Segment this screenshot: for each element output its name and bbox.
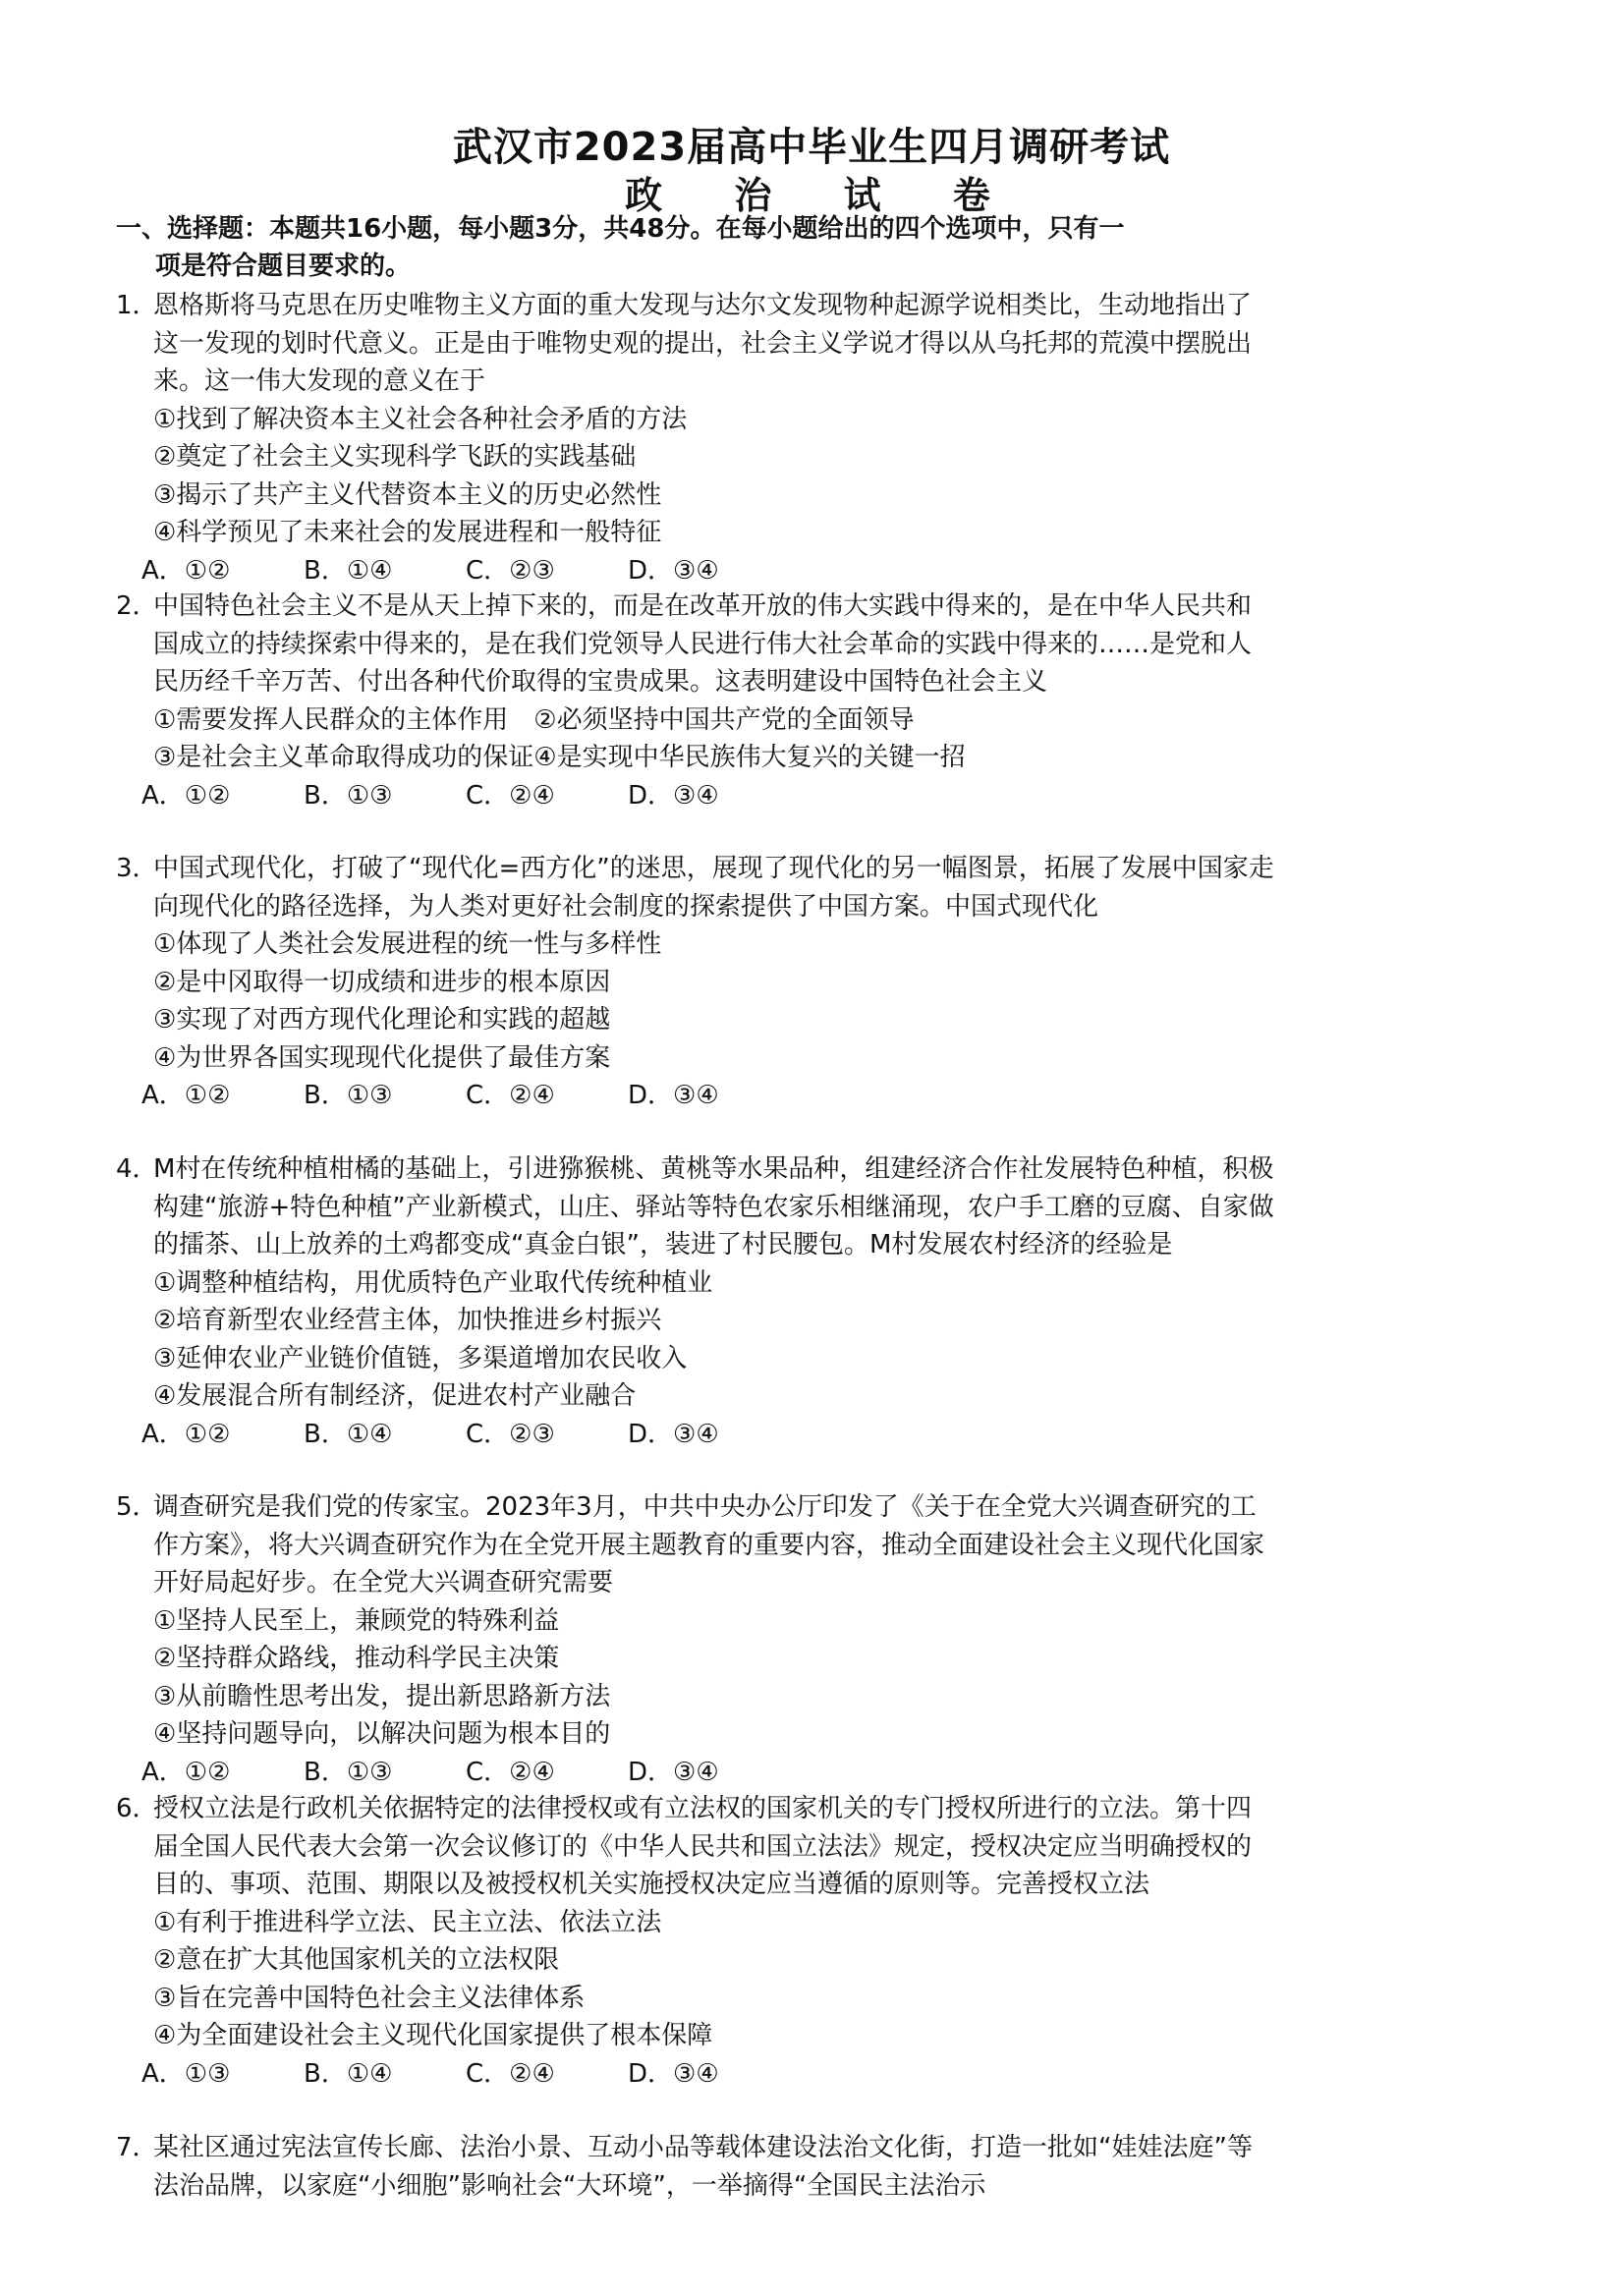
statement-option: ③揭示了共产主义代替资本主义的历史必然性 <box>153 479 662 510</box>
section-line-2: 项是符合题目要求的。 <box>155 252 412 281</box>
answer-choice: B．①④ <box>304 1419 393 1449</box>
answer-choice: B．①④ <box>304 555 393 586</box>
answer-choice: D．③④ <box>628 780 719 811</box>
answer-choice: C．②④ <box>466 780 555 811</box>
answer-choice: D．③④ <box>628 1419 719 1449</box>
statement-option: ②意在扩大其他国家机关的立法权限 <box>153 1945 560 1975</box>
answer-choice: C．②④ <box>466 1757 555 1787</box>
answer-choices <box>116 1077 1275 1115</box>
statement-option: ③实现了对西方现代化理论和实践的超越 <box>153 1005 611 1035</box>
statement-option: ③旨在完善中国特色社会主义法律体系 <box>153 1983 586 2013</box>
question-stem <box>116 1488 1275 1602</box>
question-text: 某社区通过宪法宣传长廊、法治小景、互动小品等载体建设法治文化街，打造一批如“娃娃法庭”等法治品牌，以家庭“小细胞”影响社会“大环境”，一举摘得“全国民主法治示 <box>153 2133 1253 2201</box>
statement-option: ②奠定了社会主义实现科学飞跃的实践基础 <box>153 442 637 472</box>
statement-option: ④发展混合所有制经济，促进农村产业融合 <box>153 1381 637 1411</box>
answer-choices <box>116 552 1275 590</box>
statement-option: ①有利于推进科学立法、民主立法、依法立法 <box>153 1907 662 1937</box>
statement-option: ④坚持问题导向，以解决问题为根本目的 <box>153 1719 611 1749</box>
exam-subtitle: 政 治 试 卷 <box>625 174 1020 217</box>
answer-choice: B．①③ <box>304 1757 393 1787</box>
statement-option: ③是社会主义革命取得成功的保证④是实现中华民族伟大复兴的关键一招 <box>153 743 966 772</box>
answer-choice: A．①② <box>141 1081 231 1110</box>
statement-option: ④为世界各国实现现代化提供了最佳方案 <box>153 1042 611 1073</box>
answer-choice: A．①② <box>141 1419 231 1449</box>
question-stem <box>116 588 1275 701</box>
question-text: 中国式现代化，打破了“现代化=西方化”的迷思，展现了现代化的另一幅图景，拓展了发展中国家走向现代化的路径选择，为人类对更好社会制度的探索提供了中国方案。中国式现代化 <box>153 854 1274 922</box>
answer-choice: C．②③ <box>466 555 555 586</box>
question-number: 6． <box>116 1794 158 1823</box>
answer-choice: D．③④ <box>628 555 719 586</box>
question-text: 调查研究是我们党的传家宝。2023年3月，中共中央办公厅印发了《关于在全党大兴调查研究的工作方案》，将大兴调查研究作为在全党开展主题教育的重要内容，推动全面建设社会主义现代化国家开好局起好步。在全党大兴调查研究需要 <box>153 1492 1265 1597</box>
answer-choices <box>116 2055 1275 2094</box>
answer-choice: A．①③ <box>141 2058 231 2089</box>
question-text: 恩格斯将马克思在历史唯物主义方面的重大发现与达尔文发现物种起源学说相类比，生动地指出了这一发现的划时代意义。正是由于唯物史观的提出，社会主义学说才得以从乌托邦的荒漠中摆脱出来。这一伟大发现的意义在于 <box>153 291 1253 396</box>
question-number: 1． <box>116 291 158 320</box>
statement-option: ①找到了解决资本主义社会各种社会矛盾的方法 <box>153 404 688 434</box>
question-text: M村在传统种植柑橘的基础上，引进猕猴桃、黄桃等水果品种，组建经济合作社发展特色种植，积极构建“旅游+特色种植”产业新模式，山庄、驿站等特色农家乐相继涌现，农户手工磨的豆腐、自家做的擂茶、山上放养的土鸡都变成“真金白银”，装进了村民腰包。M村发展农村经济的经验是 <box>153 1154 1274 1260</box>
question-number: 7． <box>116 2133 158 2162</box>
answer-choice: A．①② <box>141 1757 231 1787</box>
answer-choice: B．①③ <box>304 780 393 811</box>
statement-option: ③延伸农业产业链价值链，多渠道增加农民收入 <box>153 1343 688 1373</box>
question-number: 5． <box>116 1492 158 1522</box>
statement-option: ③从前瞻性思考出发，提出新思路新方法 <box>153 1681 611 1711</box>
question-2 <box>116 588 1275 814</box>
statement-option: ④科学预见了未来社会的发展进程和一般特征 <box>153 518 662 547</box>
question-1 <box>116 287 1275 589</box>
question-number: 2． <box>116 591 158 621</box>
statement-option: ①体现了人类社会发展进程的统一性与多样性 <box>153 929 662 959</box>
statement-option: ①坚持人民至上，兼顾党的特殊利益 <box>153 1605 560 1636</box>
statement-option: ④为全面建设社会主义现代化国家提供了根本保障 <box>153 2021 713 2050</box>
answer-choice: D．③④ <box>628 1757 719 1787</box>
question-stem <box>116 2129 1275 2205</box>
answer-choices <box>116 1416 1275 1454</box>
question-6 <box>116 1790 1275 2093</box>
exam-title: 武汉市2023届高中毕业生四月调研考试 <box>452 125 1171 170</box>
answer-choices <box>116 1754 1275 1792</box>
answer-choice: D．③④ <box>628 2058 719 2089</box>
answer-choices <box>116 777 1275 815</box>
question-stem <box>116 1790 1275 1904</box>
statement-option: ②是中冈取得一切成绩和进步的根本原因 <box>153 967 611 997</box>
answer-choice: B．①④ <box>304 2058 393 2089</box>
question-number: 4． <box>116 1154 158 1184</box>
answer-choice: B．①③ <box>304 1081 393 1110</box>
answer-choice: A．①② <box>141 555 231 586</box>
question-4 <box>116 1150 1275 1453</box>
question-number: 3． <box>116 854 158 883</box>
answer-choice: C．②④ <box>466 2058 555 2089</box>
question-5 <box>116 1488 1275 1791</box>
question-7 <box>116 2129 1275 2205</box>
statement-option: ②坚持群众路线，推动科学民主决策 <box>153 1644 560 1673</box>
statement-option: ①调整种植结构，用优质特色产业取代传统种植业 <box>153 1267 713 1298</box>
question-text: 授权立法是行政机关依据特定的法律授权或有立法权的国家机关的专门授权所进行的立法。第十四届全国人民代表大会第一次会议修订的《中华人民共和国立法法》规定，授权决定应当明确授权的目的、事项、范围、期限以及被授权机关实施授权决定应当遵循的原则等。完善授权立法 <box>153 1794 1253 1899</box>
answer-choice: A．①② <box>141 780 231 811</box>
statement-option: ①需要发挥人民群众的主体作用 ②必须坚持中国共产党的全面领导 <box>153 704 915 735</box>
answer-choice: C．②④ <box>466 1081 555 1110</box>
section-line-1: 一、选择题：本题共16小题，每小题3分，共48分。在每小题给出的四个选项中，只有一 <box>116 214 1125 244</box>
question-stem <box>116 287 1275 401</box>
question-stem <box>116 850 1275 925</box>
section-instructions <box>116 210 1265 285</box>
statement-option: ②培育新型农业经营主体，加快推进乡村振兴 <box>153 1306 662 1335</box>
answer-choice: D．③④ <box>628 1081 719 1110</box>
question-3 <box>116 850 1275 1115</box>
question-stem <box>116 1150 1275 1264</box>
answer-choice: C．②③ <box>466 1419 555 1449</box>
question-text: 中国特色社会主义不是从天上掉下来的，而是在改革开放的伟大实践中得来的，是在中华人民共和国成立的持续探索中得来的，是在我们党领导人民进行伟大社会革命的实践中得来的……是党和人民历经千辛万苦、付出各种代价取得的宝贵成果。这表明建设中国特色社会主义 <box>153 591 1253 697</box>
